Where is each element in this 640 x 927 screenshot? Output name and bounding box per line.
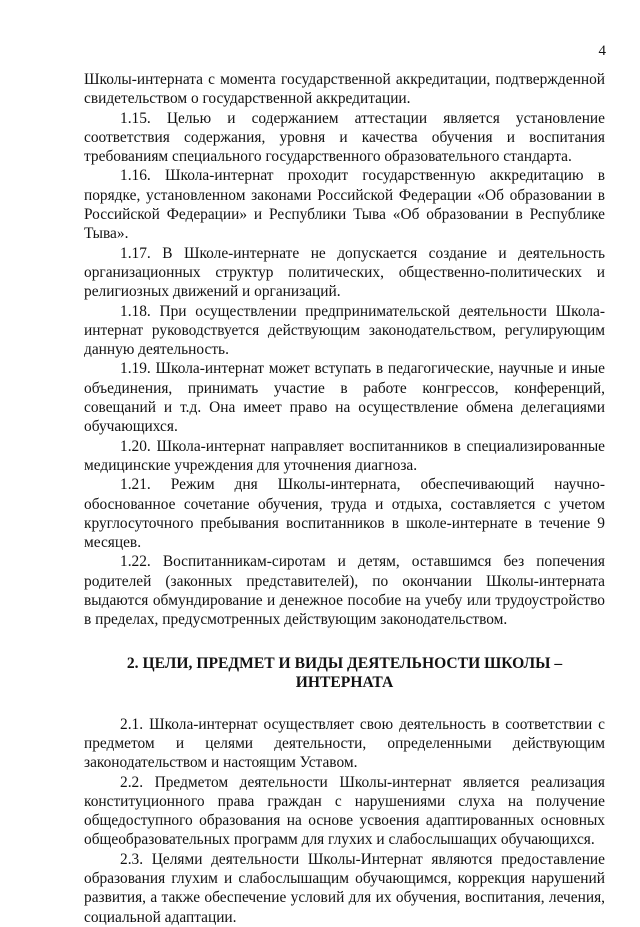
paragraph-1-16: 1.16. Школа-интернат проходит государственную аккредитацию в порядке, установленном законами Российской Федерации «Об образовании в Российской Федерации» и Республики Тыва «Об образовании в Республике Тыва».: [84, 167, 605, 243]
paragraph-1-21: 1.21. Режим дня Школы-интерната, обеспечивающий научно-обоснованное сочетание обучения, труда и отдыха, составляется с учетом круглосуточного пребывания воспитанников в школе-интернате в течение 9 месяцев.: [84, 476, 605, 552]
document-body: [84, 70, 605, 927]
paragraph-1-15: 1.15. Целью и содержанием аттестации является установление соответствия содержания, уровня и качества обучения и воспитания требованиям специального государственного образовательного стандарта.: [84, 109, 605, 166]
section-heading-line-2: ИНТЕРНАТА: [295, 674, 394, 692]
paragraph-1-20: 1.20. Школа-интернат направляет воспитанников в специализированные медицинские учреждения для уточнения диагноза.: [84, 437, 605, 474]
section-heading: [84, 654, 605, 693]
page-number: 4: [598, 43, 606, 59]
paragraph-2-1: 2.1. Школа-интернат осуществляет свою деятельность в соответствии с предметом и целями деятельности, определенными действующим законодательством и настоящим Уставом.: [84, 715, 605, 772]
paragraph-2-3: 2.3. Целями деятельности Школы-Интернат являются предоставление образования глухим и слабослышащим обучающимся, коррекция нарушений развития, а также обеспечение условий для их обучения, воспитания, лечения, социальной адаптации.: [84, 850, 605, 926]
paragraph-2-2: 2.2. Предметом деятельности Школы-интернат является реализация конституционного права граждан с нарушениями слуха на получение общедоступного образования на основе усвоения адаптированных основных общеобразовательных программ для глухих и слабослышащих обучающихся.: [84, 773, 605, 849]
paragraph-continuation: Школы-интерната с момента государственной аккредитации, подтвержденной свидетельством о государственной аккредитации.: [84, 71, 605, 108]
paragraph-1-17: 1.17. В Школе-интернате не допускается создание и деятельность организационных структур политических, общественно-политических и религиозных движений и организаций.: [84, 244, 605, 301]
paragraph-1-18: 1.18. При осуществлении предпринимательской деятельности Школа-интернат руководствуется действующим законодательством, регулирующим данную деятельность.: [84, 302, 605, 359]
paragraph-1-22: 1.22. Воспитанникам-сиротам и детям, оставшимся без попечения родителей (законных представителей), по окончании Школы-интерната выдаются обмундирование и денежное пособие на учебу или трудоустройство в пределах, предусмотренных действующим законодательством.: [84, 553, 605, 629]
section-heading-line-1: 2. ЦЕЛИ, ПРЕДМЕТ И ВИДЫ ДЕЯТЕЛЬНОСТИ ШКОЛЫ –: [126, 654, 563, 672]
paragraph-1-19: 1.19. Школа-интернат может вступать в педагогические, научные и иные объединения, принимать участие в работе конгрессов, конференций, совещаний и т.д. Она имеет право на осуществление обмена делегациями обучающихся.: [84, 360, 605, 436]
